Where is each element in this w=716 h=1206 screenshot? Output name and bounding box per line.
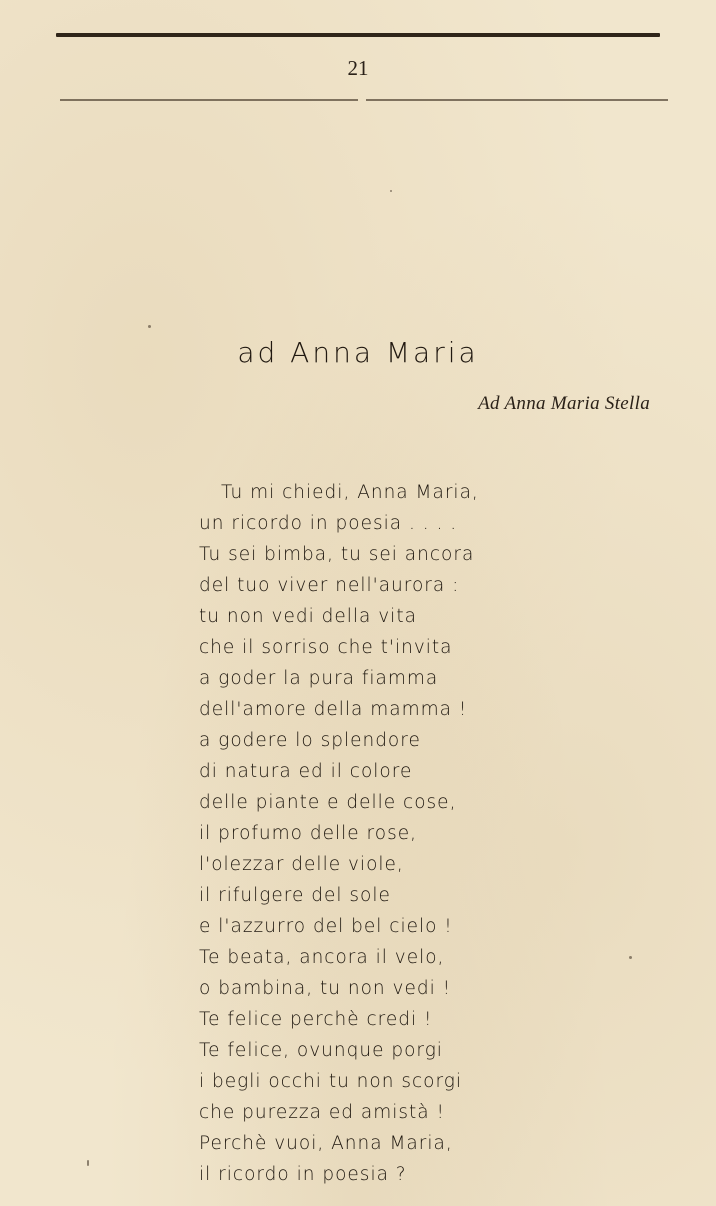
top-rule — [56, 33, 660, 37]
header-rule-right — [366, 99, 668, 101]
poem-body — [199, 477, 619, 1190]
poem-line: che il sorriso che t'invita — [199, 637, 453, 658]
poem-line: del tuo viver nell'aurora : — [199, 575, 460, 596]
header-rule-left — [60, 99, 358, 101]
poem-line: a godere lo splendore — [199, 730, 421, 751]
poem-line: tu non vedi della vita — [199, 606, 417, 627]
poem-line: e l'azzurro del bel cielo ! — [199, 916, 453, 937]
poem-title: ad Anna Maria — [237, 336, 479, 369]
poem-line: Perchè vuoi, Anna Maria, — [199, 1133, 453, 1154]
poem-line: Te beata, ancora il velo, — [199, 947, 445, 968]
paper-speck — [148, 325, 151, 328]
paper-speck — [629, 956, 632, 959]
poem-line: Tu mi chiedi, Anna Maria, — [221, 482, 479, 503]
poem-line: a goder la pura fiamma — [199, 668, 439, 689]
poem-line: i begli occhi tu non scorgi — [199, 1071, 462, 1092]
poem-line: l'olezzar delle viole, — [199, 854, 404, 875]
dedication: Ad Anna Maria Stella — [478, 393, 650, 414]
paper-speck — [390, 190, 392, 192]
poem-line: il profumo delle rose, — [199, 823, 417, 844]
poem-line: di natura ed il colore — [199, 761, 413, 782]
poem-line: il rifulgere del sole — [199, 885, 391, 906]
poem-line: o bambina, tu non vedi ! — [199, 978, 452, 999]
page-number: 21 — [347, 56, 369, 80]
poem-line: che purezza ed amistà ! — [199, 1102, 445, 1123]
poem-line: Tu sei bimba, tu sei ancora — [199, 544, 475, 565]
poem-line: Te felice perchè credi ! — [199, 1009, 433, 1030]
poem-line: un ricordo in poesia . . . . — [199, 513, 458, 534]
poem-line: delle piante e delle cose, — [199, 792, 457, 813]
poem-line: il ricordo in poesia ? — [199, 1164, 407, 1185]
paper-speck — [87, 1160, 89, 1166]
poem-line: dell'amore della mamma ! — [199, 699, 468, 720]
poem-line: Te felice, ovunque porgi — [199, 1040, 443, 1061]
